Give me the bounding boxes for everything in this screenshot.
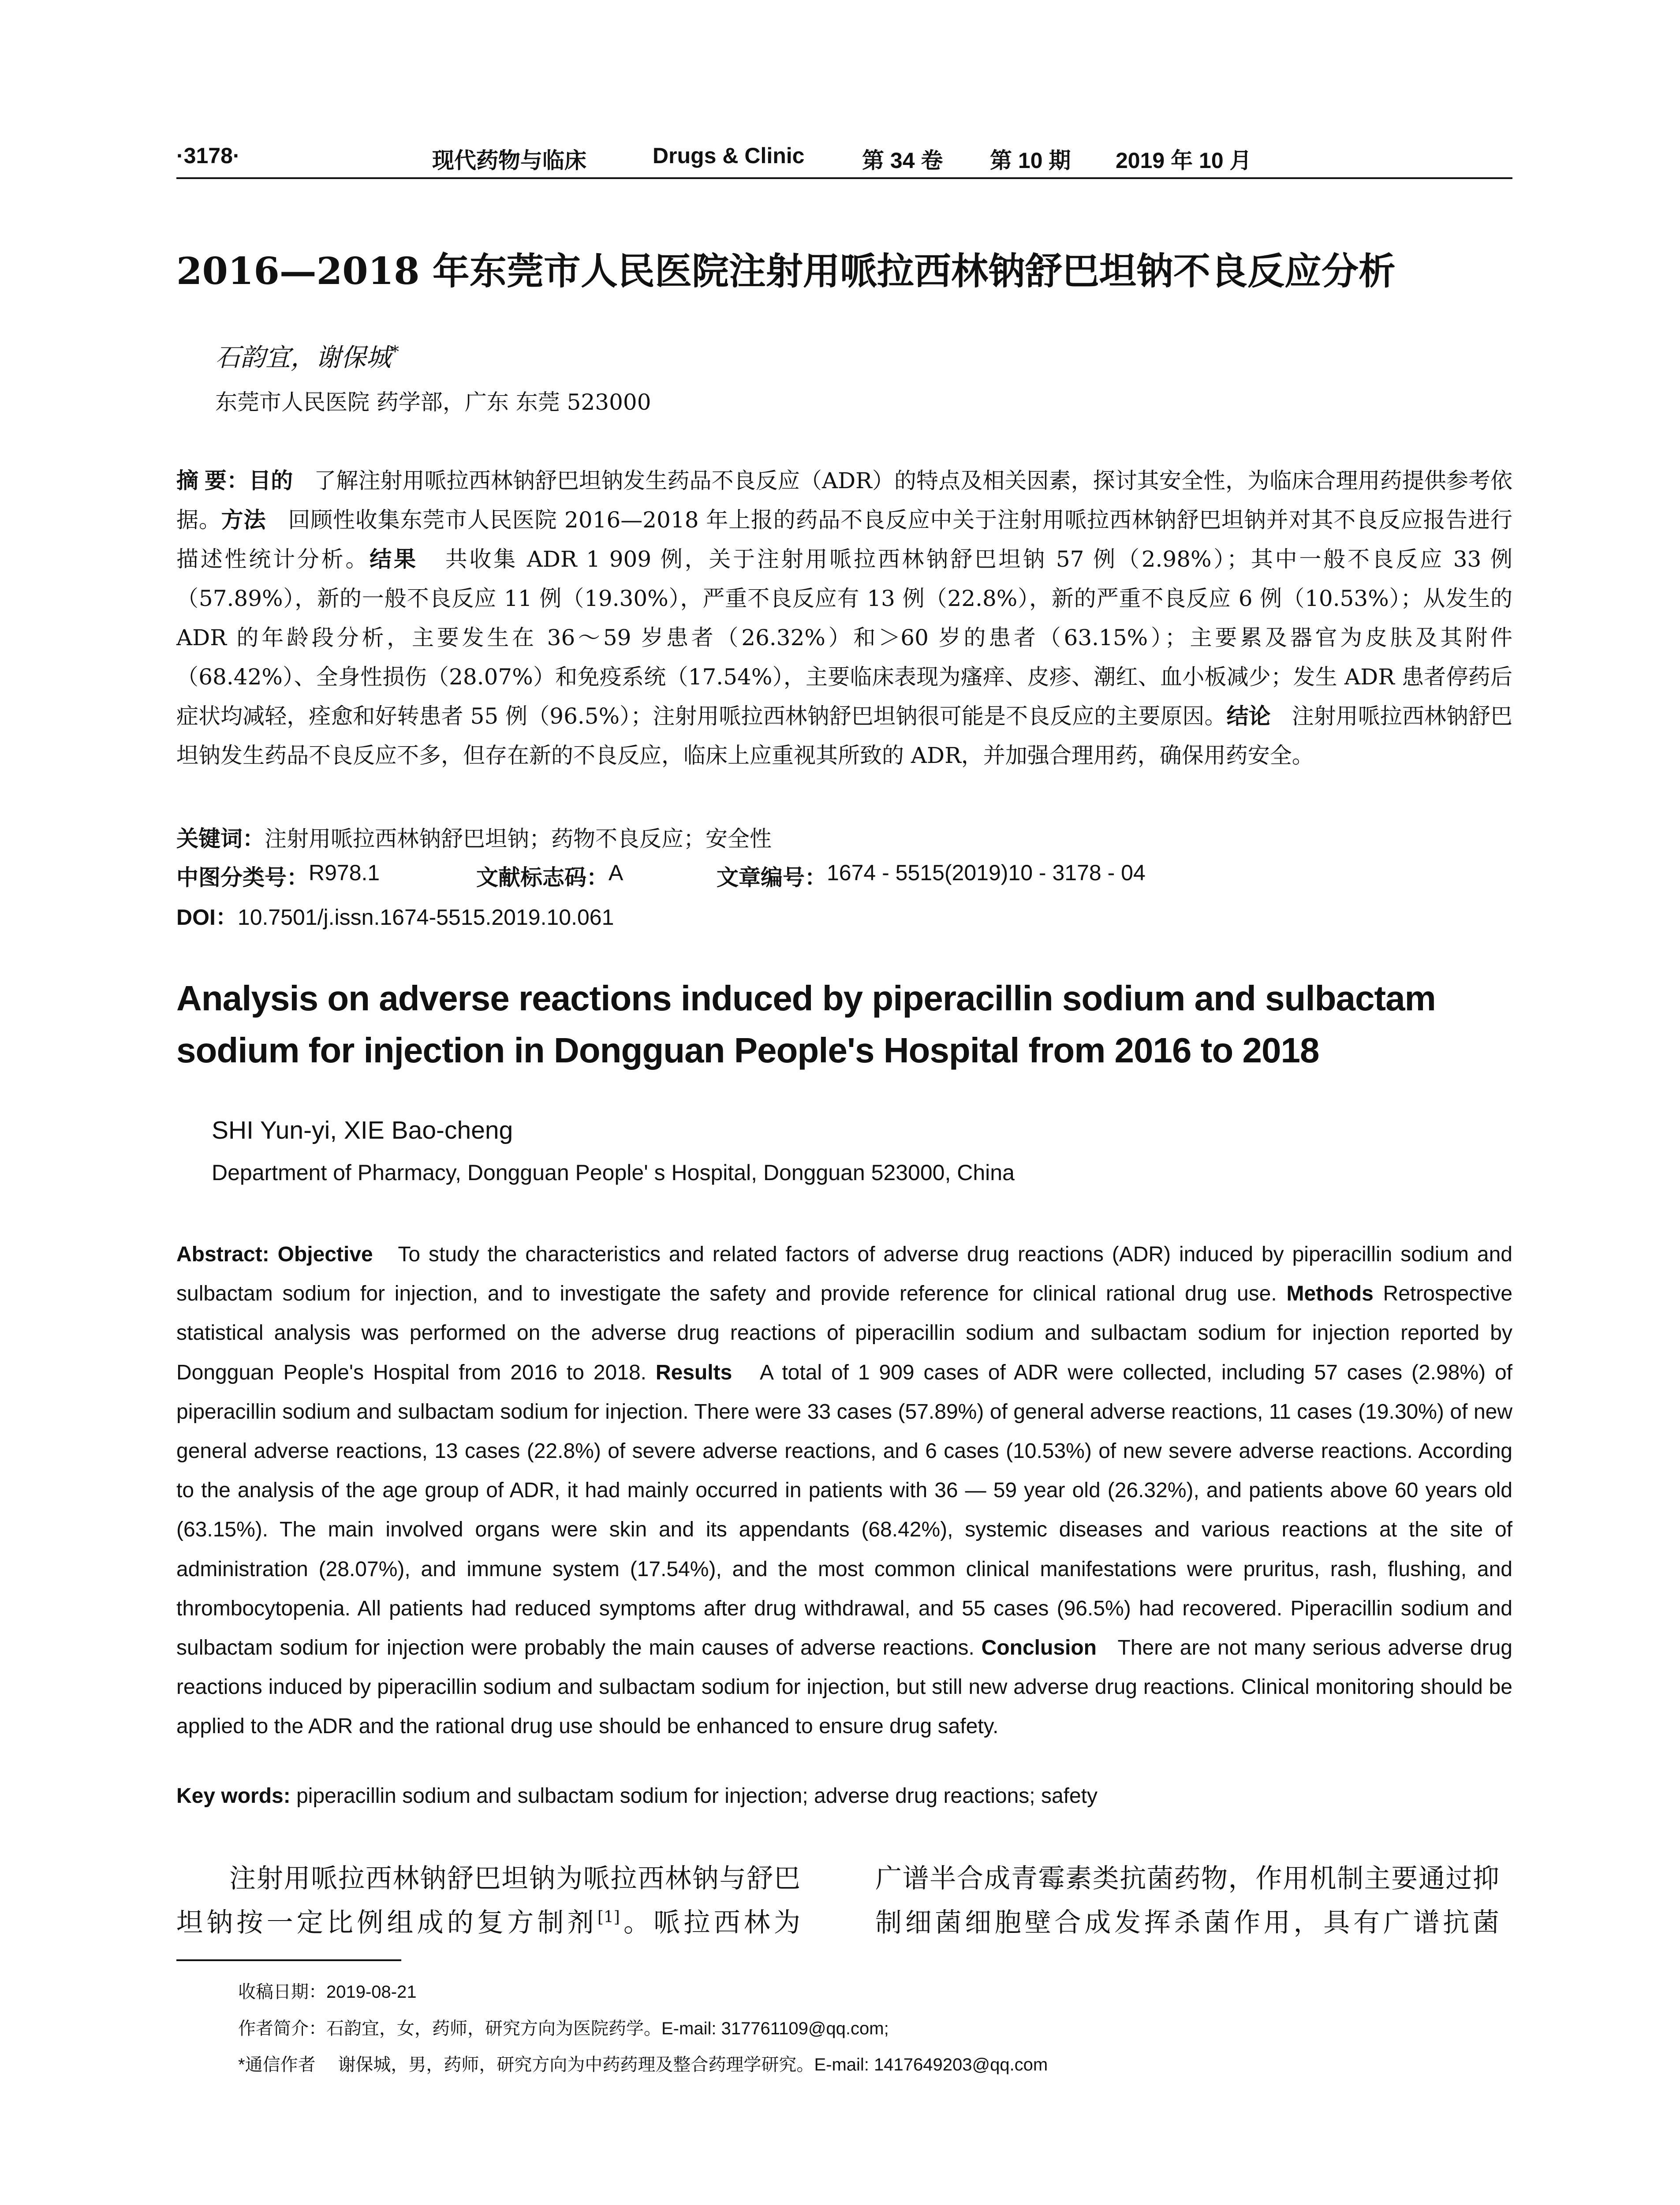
methods-label-cn: 方法 — [221, 508, 266, 532]
clc-label: 中图分类号： — [176, 865, 309, 890]
methods-cn: 回顾性收集东莞市人民医院 2016—2018 年上报的药品不良反应中关于注射用哌拉西林钠舒巴坦钠并对其不良反应报告进行描述性统计分析。 — [176, 507, 1513, 572]
objective-en: To study the characteristics and related factors of adverse drug reactions (ADR) induced by piperacillin sodium and sulbactam sodium for injection, and to investigate the safety and provide reference for clinical rational drug use. — [176, 1243, 1512, 1306]
conclusion-label-cn: 结论 — [1226, 704, 1271, 729]
article-no-value: 1674 - 5515(2019)10 - 3178 - 04 — [827, 860, 1146, 885]
abstract-en — [176, 1235, 1512, 1746]
citation-ref[interactable]: [1] — [597, 1908, 620, 1926]
affiliation-cn: 东莞市人民医院 药学部，广东 东莞 523000 — [215, 389, 651, 415]
issue-date: 2019 年 10 月 — [1116, 148, 1252, 173]
running-header — [176, 139, 1504, 175]
received-label: 收稿日期： — [238, 1982, 326, 2002]
journal-name-en: Drugs & Clinic — [653, 143, 805, 168]
results-cn: 共收集 ADR 1 909 例，关于注射用哌拉西林钠舒巴坦钠 57 例（2.98%）；其中一般不良反应 33 例（57.89%），新的一般不良反应 11 例（19.30%），严重不良反应有 13 例（22.8%），新的严重不良反应 6 例（10.53%）；从发生的 ADR 的年龄段分析，主要发生在 36～59 岁患者（26.32%）和＞60 岁的患者（63.15%）；主要累及器官为皮肤及其附件（68.42%）、全身性损伤（28.07%）和免疫系统（17.54%），主要临床表现为瘙痒、皮疹、潮红、血小板减少；发生 ADR 患者停药后症状均减轻，痊愈和好转患者 55 例（96.5%）；注射用哌拉西林钠舒巴坦钠很可能是不良反应的主要原因。 — [176, 546, 1513, 729]
objective-label-en: Objective — [277, 1243, 373, 1266]
body-column-left — [176, 1857, 800, 1945]
page-title-cn: 2016—2018 年东莞市人民医院注射用哌拉西林钠舒巴坦钠不良反应分析 — [176, 249, 1396, 293]
corresponding-email: E-mail: 1417649203@qq.com — [814, 2055, 1048, 2074]
keywords-en — [176, 1784, 1098, 1808]
results-label-cn: 结果 — [370, 547, 418, 572]
conclusion-label-en: Conclusion — [981, 1636, 1097, 1660]
received-date: 2019-08-21 — [326, 1982, 417, 2002]
footnote-author — [238, 2014, 889, 2040]
article-no-group — [717, 860, 1146, 892]
footnote-divider — [176, 1959, 401, 1961]
authors-cn — [215, 337, 399, 374]
corresponding-label: *通信作者 — [238, 2055, 316, 2074]
keywords-cn — [176, 821, 772, 853]
results-en: A total of 1 909 cases of ADR were collected, including 57 cases (2.98%) of piperacillin sodium and sulbactam sodium for injection. There were 33 cases (57.89%) of general adverse reactions, 11 cases (19.30%) of new general adverse reactions, 13 cases (22.8%) of severe adverse reactions, and 6 cases (10.53%) of new severe adverse reactions. According to the analysis of the age group of ADR, it had mainly occurred in patients with 36 — 59 year old (26.32%), and patients above 60 years old (63.15%). The main involved organs were skin and its appendants (68.42%), systemic diseases and various reactions at the site of administration (28.07%), and immune system (17.54%), and the most common clinical manifestations were pruritus, rash, flushing, and thrombocytopenia. All patients had reduced symptoms after drug withdrawal, and 55 cases (96.5%) had recovered. Piperacillin sodium and sulbactam sodium for injection were probably the main causes of adverse reactions. — [176, 1360, 1513, 1660]
conclusion-en: There are not many serious adverse drug reactions induced by piperacillin sodium and sulbactam sodium for injection, but still new adverse drug reactions. Clinical monitoring should be applied to the ADR and the rational drug use should be enhanced to ensure drug safety. — [176, 1636, 1513, 1738]
corresponding-mark: * — [391, 343, 399, 361]
issue: 第 10 期 — [990, 148, 1071, 173]
clc-value: R978.1 — [309, 860, 380, 885]
objective-cn: 了解注射用哌拉西林钠舒巴坦钠发生药品不良反应（ADR）的特点及相关因素，探讨其安全性，为临床合理用药提供参考依据。 — [176, 468, 1512, 533]
doc-code-group — [476, 860, 623, 892]
methods-label-en: Methods — [1286, 1282, 1374, 1306]
authors-cn-names: 石韵宜，谢保城 — [215, 343, 391, 372]
article-no-label: 文章编号： — [717, 865, 827, 890]
footnote-received — [238, 1978, 417, 2003]
abstract-en-label: Abstract: — [176, 1243, 269, 1266]
body-left-text: 注射用哌拉西林钠舒巴坦钠为哌拉西林钠与舒巴坦钠按一定比例组成的复方制剂 — [176, 1863, 800, 1938]
corresponding-text: 谢保城，男，药师，研究方向为中药药理及整合药理学研究。 — [338, 2055, 814, 2075]
conclusion-cn: 注射用哌拉西林钠舒巴坦钠发生药品不良反应不多，但存在新的不良反应，临床上应重视其所致的 ADR，并加强合理用药，确保用药安全。 — [176, 703, 1513, 768]
clc-group — [176, 860, 380, 892]
author-bio-text: 石韵宜，女，药师，研究方向为医院药学。 — [326, 2018, 661, 2039]
body-left-text-end: 。哌拉西林为 — [620, 1907, 801, 1938]
affiliation-en: Department of Pharmacy, Dongguan People' s Hospital, Dongguan 523000, China — [212, 1160, 1015, 1185]
author-email: E-mail: 317761109@qq.com; — [661, 2019, 889, 2038]
volume: 第 34 卷 — [862, 148, 943, 173]
abstract-cn-label: 摘 要： — [176, 468, 249, 493]
body-column-right — [875, 1857, 1499, 1945]
keywords-en-text: piperacillin sodium and sulbactam sodium for injection; adverse drug reactions; safety — [296, 1784, 1098, 1808]
keywords-en-label: Key words: — [176, 1784, 291, 1808]
abstract-cn — [176, 461, 1512, 775]
doi-line — [176, 900, 614, 931]
doc-code-label: 文献标志码： — [476, 865, 609, 890]
doi-label: DOI： — [176, 905, 238, 930]
objective-label-cn: 目的 — [249, 468, 293, 493]
page-number: ·3178· — [176, 143, 240, 168]
keywords-cn-text: 注射用哌拉西林钠舒巴坦钠；药物不良反应；安全性 — [265, 826, 772, 852]
body-right-text: 广谱半合成青霉素类抗菌药物，作用机制主要通过抑制细菌细胞壁合成发挥杀菌作用，具有广谱抗菌 — [875, 1863, 1499, 1938]
doi-value: 10.7501/j.issn.1674-5515.2019.10.061 — [237, 905, 614, 930]
page-title-en: Analysis on adverse reactions induced by piperacillin sodium and sulbactam sodium for injection in Dongguan People's Hospital from 2016 to 2018 — [176, 979, 1436, 1070]
keywords-cn-label: 关键词： — [176, 826, 265, 851]
results-label-en: Results — [655, 1360, 732, 1384]
doc-code-value: A — [609, 860, 623, 885]
author-bio-label: 作者简介： — [238, 2019, 326, 2038]
authors-en: SHI Yun-yi, XIE Bao-cheng — [212, 1116, 513, 1144]
methods-en: Retrospective statistical analysis was performed on the adverse drug reactions of piperacillin sodium and sulbactam sodium for injection reported by Dongguan People's Hospital from 2016 to 2018. — [176, 1282, 1513, 1384]
header-divider — [176, 177, 1512, 179]
journal-name-cn: 现代药物与临床 — [432, 147, 586, 173]
footnote-corresponding — [238, 2051, 1048, 2076]
